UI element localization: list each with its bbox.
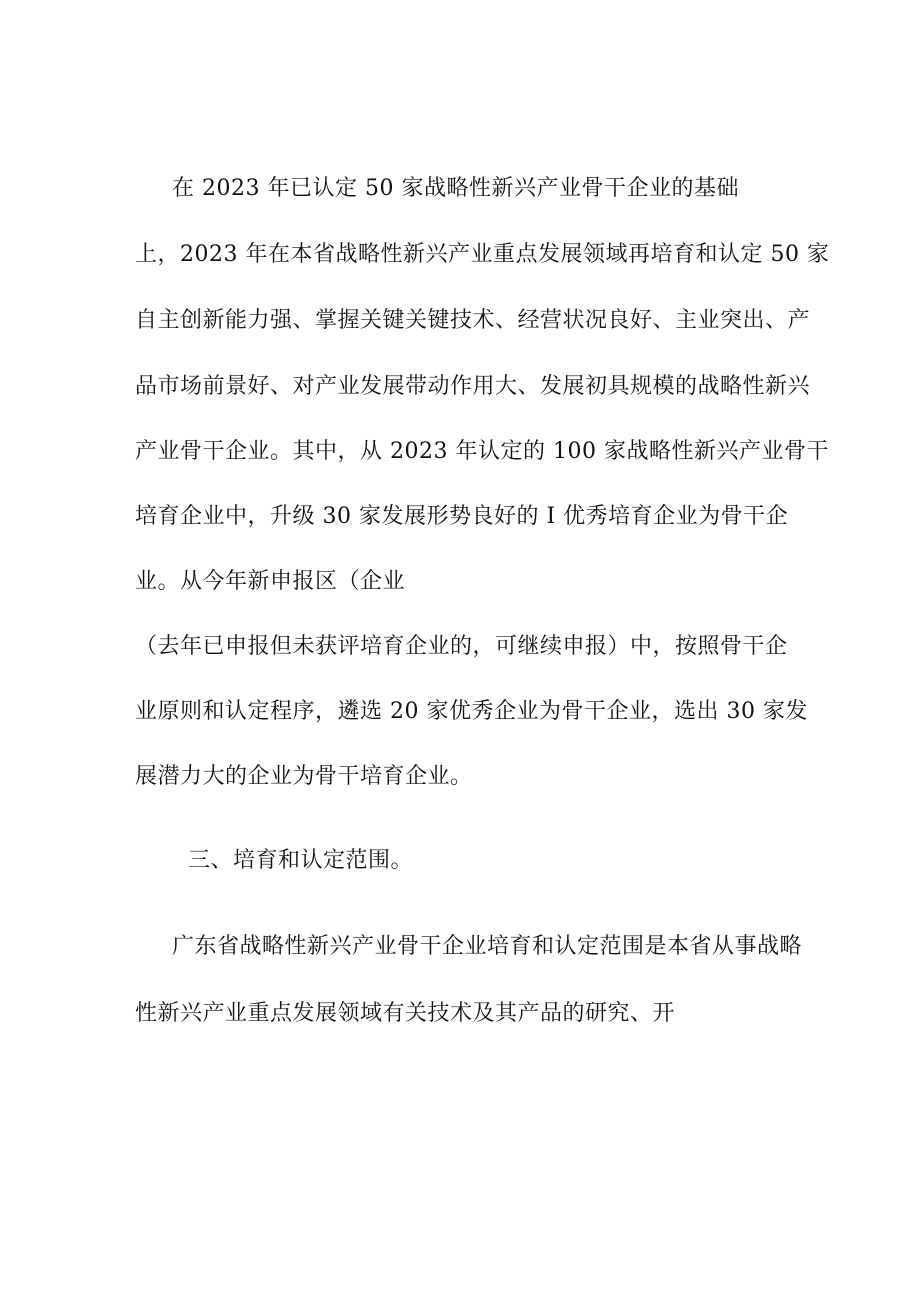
paragraph-1-line-3: 自主创新能力强、掌握关键关键技术、经营状况良好、主业突出、产: [135, 308, 811, 333]
paragraph-1-line-5: 产业骨干企业。其中，从 2023 年认定的 100 家战略性新兴产业骨干: [135, 439, 829, 464]
paragraph-2-line-2: 业原则和认定程序，遴选 20 家优秀企业为骨干企业，选出 30 家发: [135, 699, 808, 724]
paragraph-1-line-7: 业。从今年新申报区（企业: [135, 569, 406, 594]
paragraph-3-line-2: 性新兴产业重点发展领域有关技术及其产品的研究、开: [135, 1001, 676, 1026]
section-heading: 三、培育和认定范围。: [188, 848, 414, 873]
paragraph-1-line-6: 培育企业中，升级 30 家发展形势良好的 I 优秀培育企业为骨干企: [135, 504, 789, 529]
paragraph-1-line-1: 在 2023 年已认定 50 家战略性新兴产业骨干企业的基础: [172, 176, 739, 201]
paragraph-1-line-2: 上，2023 年在本省战略性新兴产业重点发展领域再培育和认定 50 家: [135, 242, 830, 267]
paragraph-3-line-1: 广东省战略性新兴产业骨干企业培育和认定范围是本省从事战略: [172, 934, 803, 959]
paragraph-2-line-1: （去年已申报但未获评培育企业的，可继续申报）中，按照骨干企: [135, 634, 788, 659]
paragraph-2-line-3: 展潜力大的企业为骨干培育企业。: [135, 764, 473, 789]
paragraph-1-line-4: 品市场前景好、对产业发展带动作用大、发展初具规模的战略性新兴: [135, 374, 811, 399]
